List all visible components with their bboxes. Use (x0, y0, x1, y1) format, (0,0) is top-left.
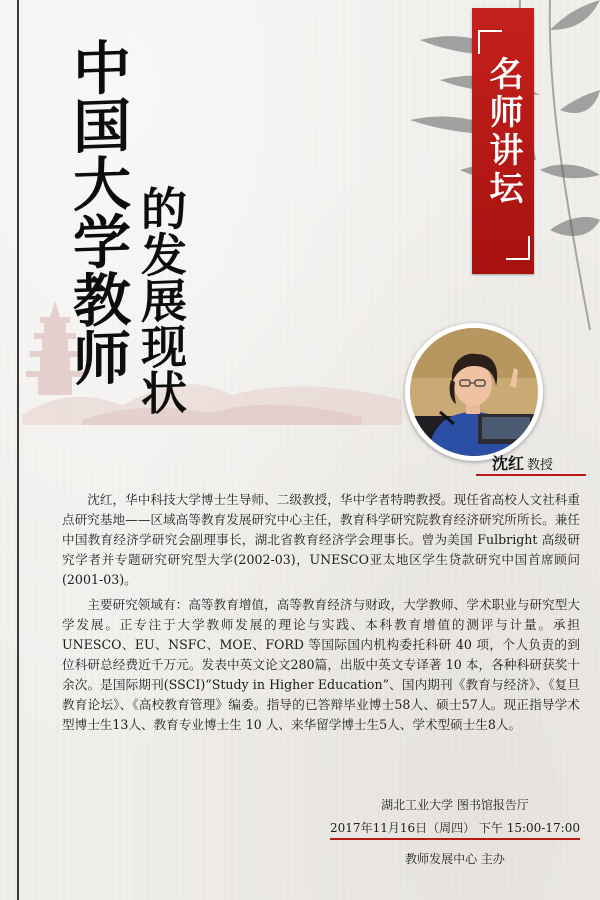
event-host: 教师发展中心 主办 (405, 852, 505, 866)
banner-title: 名师讲坛 (483, 56, 523, 208)
sub-title: 的发展现状 (134, 183, 188, 416)
speaker-portrait-icon (410, 328, 538, 456)
event-venue: 湖北工业大学 图书馆报告厅 (381, 798, 529, 812)
speaker-photo (410, 328, 538, 456)
speaker-name-underline (476, 474, 586, 476)
speaker-name: 沈红 (492, 454, 525, 473)
bio-paragraph-2: 主要研究领域有：高等教育增值，高等教育经济与财政，大学教师、学术职业与研究型大学发展。正专注于大学教师发展的理论与实践、本科教育增值的测评与计量。承担 UNESCO、EU、NSFC、MOE、FORD 等国际国内机构委托科研 40 项，个人负责的到位科研总经费近千万元。发表中英文论文280篇，出版中英文专译著 10 本，各种科研获奖十余次。是国际期刊(SSCI)“Study in Higher Education”、国内期刊《教育与经济》、《复旦教育论坛》、《高校教育管理》编委。指导的已答辩毕业博士58人、硕士57人。现正指导学术型博士生13人、教育专业博士生 10 人、来华留学博士生5人、学术型硕士生8人。 (62, 597, 580, 732)
main-title: 中国大学教师 (63, 36, 131, 388)
speaker-photo-frame (405, 323, 543, 461)
event-time: 2017年11月16日（周四） 下午 15:00-17:00 (330, 819, 580, 840)
speaker-name-line (492, 451, 553, 474)
bio-paragraph-1: 沈红，华中科技大学博士生导师、二级教授，华中学者特聘教授。现任省高校人文社科重点研究基地——区域高等教育发展研究中心主任，教育科学研究院教育经济研究所所长。兼任中国教育经济学研究会副理事长，湖北省教育经济学会理事长。曾为美国 Fulbright 高级研究学者并专题研究研究型大学(2002-03)，UNESCO亚太地区学生贷款研究中国首席顾问(2001-03)。 (62, 492, 580, 587)
bracket-bottom-icon (506, 236, 530, 260)
left-vertical-rule (17, 0, 19, 900)
speaker-bio (62, 490, 580, 740)
event-info (330, 796, 580, 867)
speaker-title: 教授 (527, 458, 554, 473)
bracket-top-icon (478, 30, 502, 54)
